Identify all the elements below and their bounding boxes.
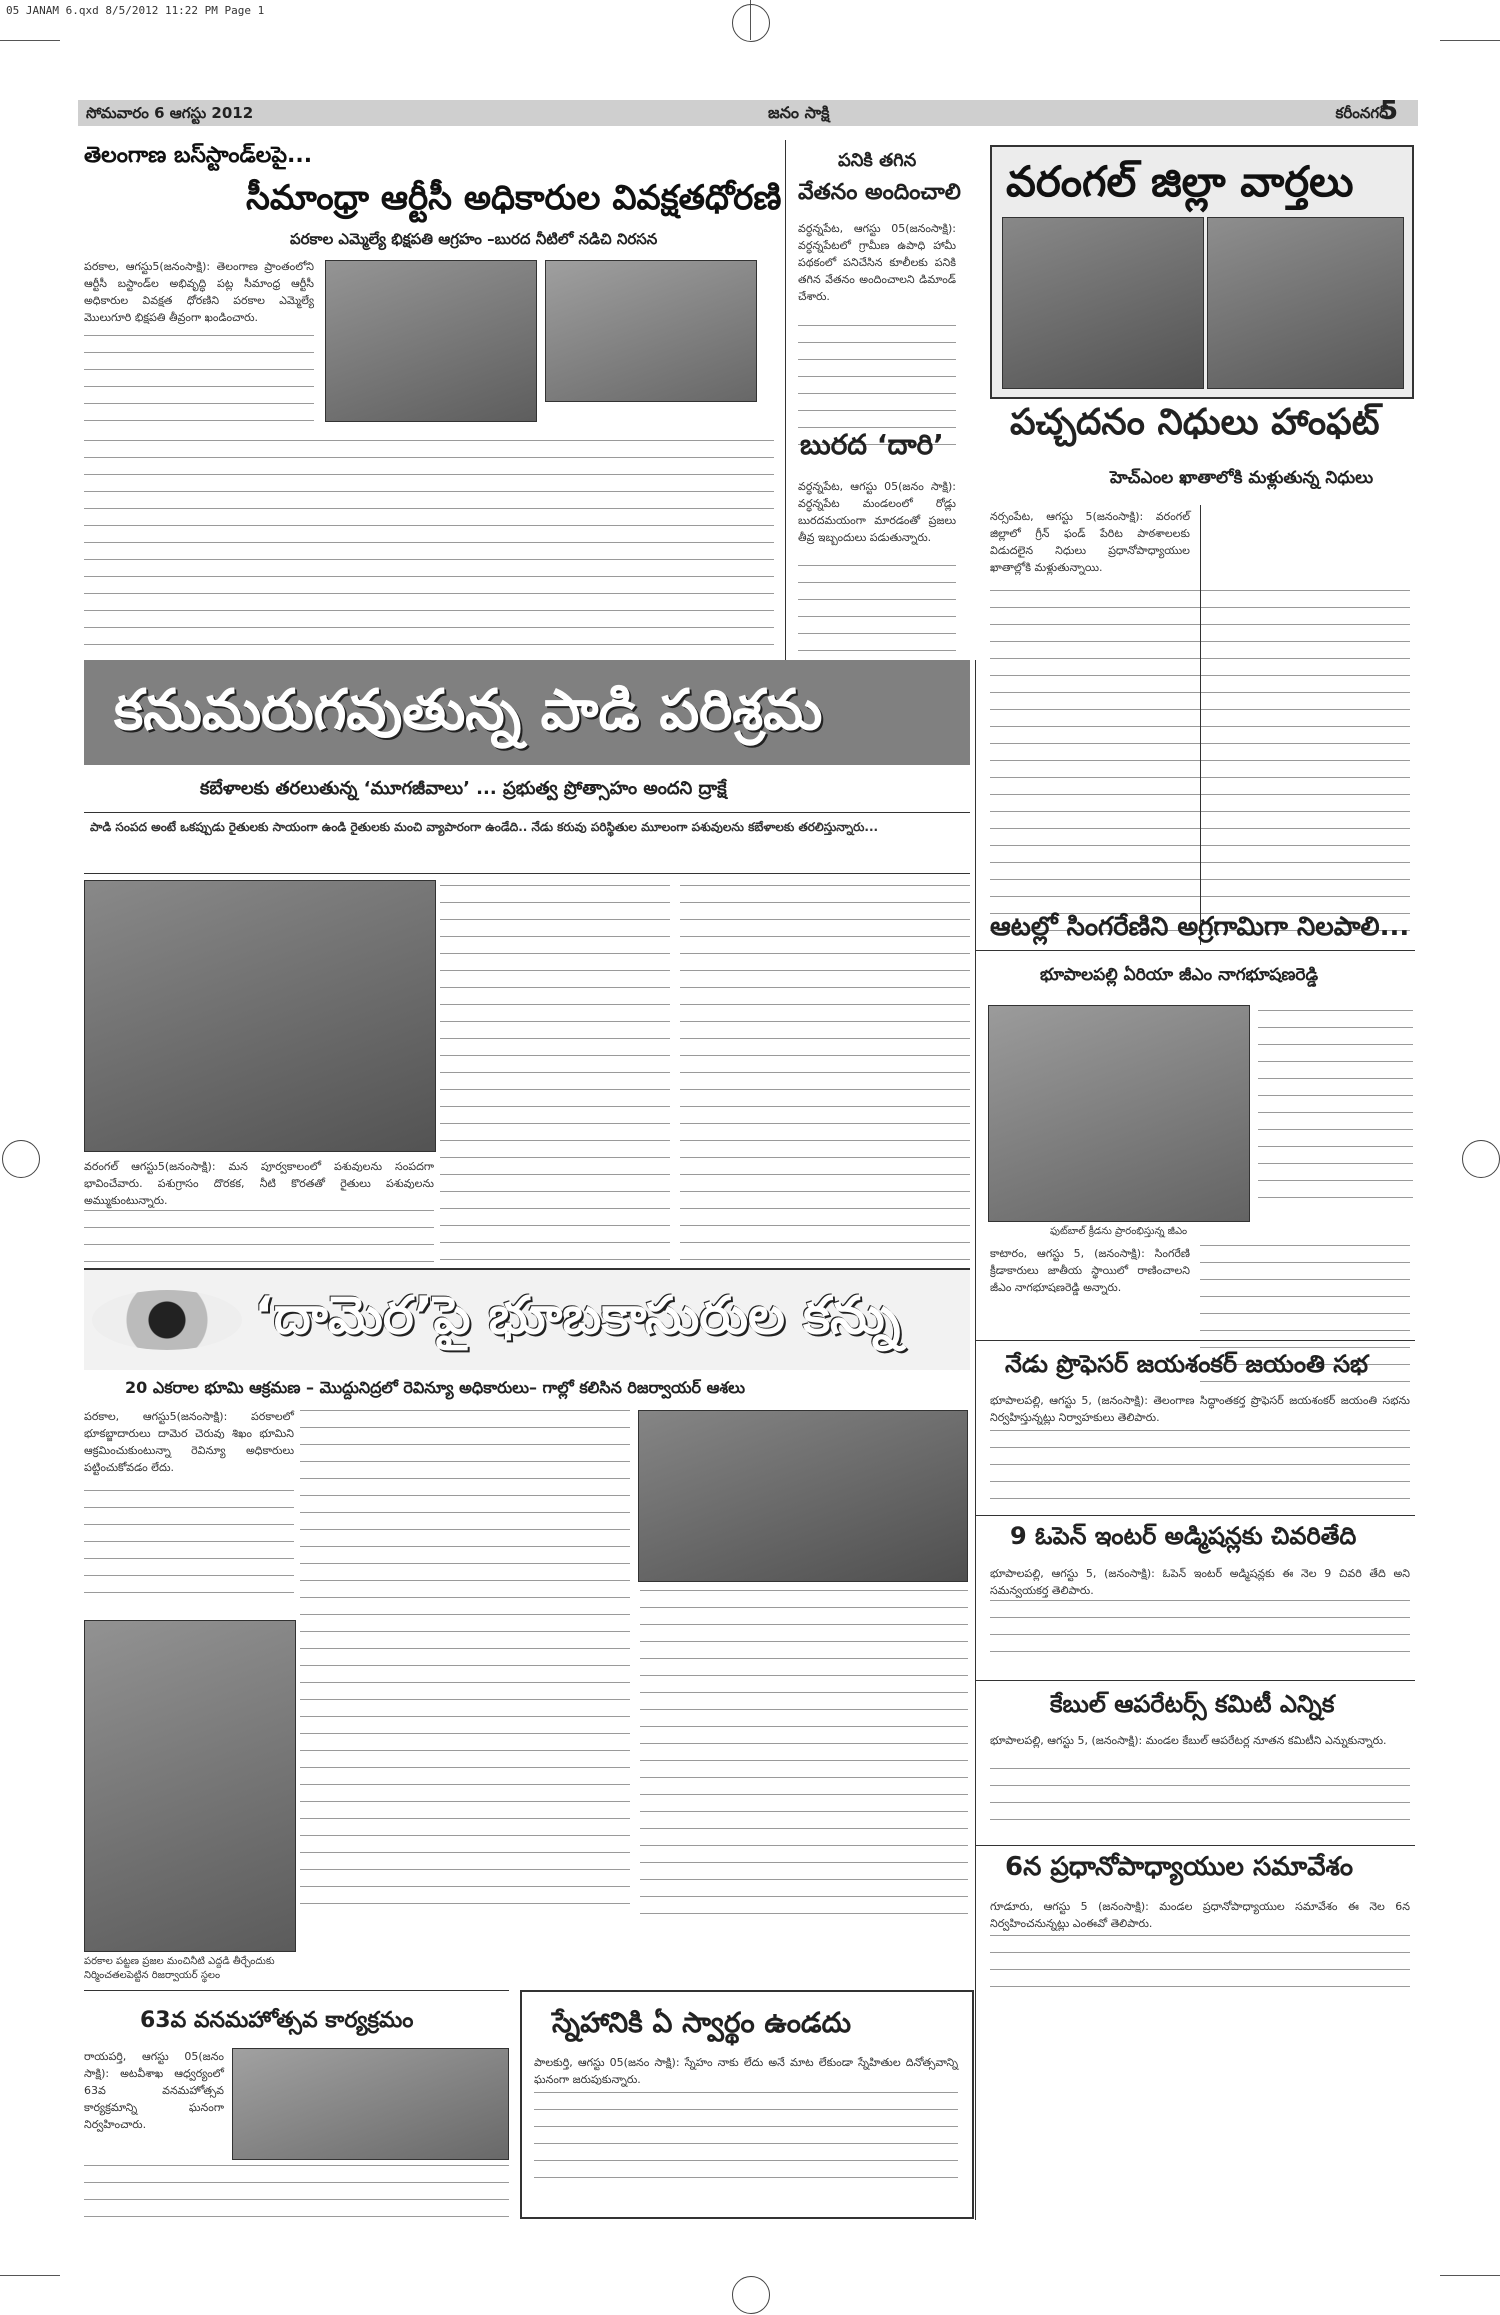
section-rule: [975, 950, 1415, 951]
article6-subhead: భూపాలపల్లి ఏరియా జీఎం నాగభూషణరెడ్డి: [1040, 965, 1319, 985]
article2-headline: వేతనం అందించాలి: [798, 180, 961, 205]
column-rule: [1200, 505, 1201, 945]
warangal-banner-title: వరంగల్ జిల్లా వార్తలు: [1006, 157, 1354, 206]
article7-photo-reservoir: [84, 1620, 296, 1952]
article10-lead: భూపాలపల్లి, ఆగస్టు 5, (జనంసాక్షి): మండల కేబుల్ ఆపరేటర్ల నూతన కమిటీని ఎన్నుకున్నారు.: [990, 1734, 1387, 1747]
crop-mark: [1440, 40, 1500, 41]
section-rule: [975, 1515, 1415, 1516]
article2-kicker: పనికి తగిన: [838, 150, 917, 171]
article1-headline: సీమాంధ్రా ఆర్టీసీ అధికారుల వివక్షతధోరణి: [246, 178, 782, 218]
article3-headline: బురద ‘దారి’: [800, 428, 944, 461]
article6-photo-football: [988, 1005, 1250, 1222]
crop-mark: [1440, 2275, 1500, 2276]
article11-lead: గూడూరు, ఆగస్టు 5 (జనంసాక్షి): మండల ప్రధానోపాధ్యాయుల సమావేశం ఈ నెల 6న నిర్వహించనున్నట్లు ఎంఈవో తెలిపారు.: [990, 1900, 1410, 1930]
article5-body-lines-col3: [680, 885, 970, 1276]
article7-body: [84, 1408, 294, 1476]
article7-lead: పరకాల, ఆగస్టు5(జనంసాక్షి): పరకాలలో భూకబ్జాదారులు దామెర చెరువు శిఖం భూమిని ఆక్రమించుకుంటున్నా రెవిన్యూ అధికారులు పట్టించుకోవడం లేదు.: [84, 1410, 294, 1474]
article6-body-lines-side: [1258, 1010, 1413, 1214]
section-rule: [975, 1680, 1415, 1681]
article6-lead: కాటారం, ఆగస్టు 5, (జనంసాక్షి): సింగరేణి క్రీడాకారులు జాతీయ స్థాయిలో రాణించాలని జీఎం నాగభూషణరెడ్డి అన్నారు.: [990, 1247, 1190, 1294]
article13-box: [520, 1990, 974, 2219]
article11-body: [990, 1898, 1410, 1932]
article8-body: [990, 1392, 1410, 1426]
crop-mark: [0, 40, 60, 41]
section-rule: [84, 1990, 509, 1991]
article5-intro-box: [84, 812, 970, 874]
article8-lead: భూపాలపల్లి, ఆగస్టు 5, (జనంసాక్షి): తెలంగాణ సిద్ధాంతకర్త ప్రొఫెసర్ జయశంకర్ జయంతి సభను నిర్వహిస్తున్నట్లు నిర్వాహకులు తెలిపారు.: [990, 1394, 1410, 1424]
article1-body-lines: [84, 335, 314, 437]
edition-location: కరీంనగర్: [1335, 104, 1388, 122]
registration-mark: [2, 1140, 40, 1178]
article8-body-lines: [990, 1430, 1410, 1515]
article11-headline: 6న ప్రధానోపాధ్యాయుల సమావేశం: [1005, 1852, 1354, 1882]
article4-subhead: హెచ్ఎంల ఖాతాలోకి మళ్లుతున్న నిధులు: [1110, 468, 1374, 488]
article7-headline-banner: [84, 1268, 970, 1370]
article7-body-lines-col2: [300, 1410, 630, 1920]
article7-subhead: 20 ఎకరాల భూమి ఆక్రమణ – మొద్దునిద్రలో రెవిన్యూ అధికారులు– గాల్లో కలిసిన రిజర్వాయర్ ఆశలు: [125, 1378, 746, 1397]
article9-body: [990, 1565, 1410, 1599]
article13-lead: పాలకుర్తి, ఆగస్టు 05(జనం సాక్షి): స్నేహం నాకు లేదు అనే మాట లేకుండా స్నేహితుల దినోత్సవాన్ని ఘనంగా జరుపుకున్నారు.: [534, 2056, 958, 2086]
article9-headline: 9 ఓపెన్ ఇంటర్ అడ్మిషన్లకు చివరితేది: [1010, 1522, 1357, 1550]
article10-body: [990, 1732, 1410, 1749]
article7-headline: ‘దామెర’పై భూబకాసురుల కన్ను: [254, 1286, 901, 1346]
article7-photo-land: [638, 1410, 968, 1582]
article1-kicker: తెలంగాణ బస్‌స్టాండ్‌లపై...: [84, 143, 313, 168]
article7-body-lines-col1: [84, 1490, 294, 1609]
article13-body-lines: [534, 2092, 958, 2194]
issue-date: సోమవారం 6 ఆగస్టు 2012: [86, 104, 254, 122]
crop-mark: [0, 2275, 60, 2276]
article7-caption: పరకాల పట్టణ ప్రజల మంచినీటి ఎద్దడి తీర్చేందుకు నిర్మించతలపెట్టిన రిజర్వాయర్ స్థలం: [84, 1956, 275, 1981]
article5-intro: పాడి సంపద అంటే ఒకప్పుడు రైతులకు సాయంగా ఉండి రైతులకు మంచి వ్యాపారంగా ఉండేది.. నేడు కరువు పరిస్థితుల మూలంగా పశువులను కబేళాలకు తరలిస్తున్నారు...: [90, 820, 879, 834]
article9-lead: భూపాలపల్లి, ఆగస్టు 5, (జనంసాక్షి): ఓపెన్ ఇంటర్ అడ్మిషన్లకు ఈ నెల 9 చివరి తేది అని సమన్వయకర్త తెలిపారు.: [990, 1567, 1410, 1597]
eye-graphic-icon: [92, 1290, 242, 1350]
section-rule: [975, 1340, 1415, 1341]
article4-headline: పచ్చదనం నిధులు హాంఫట్: [1010, 402, 1380, 443]
article5-body-lines-col2: [440, 885, 670, 1276]
article1-subhead: పరకాల ఎమ్మెల్యే భిక్షపతి ఆగ్రహం –బురద నీటిలో నడిచి నిరసన: [290, 230, 658, 248]
temple-photo: [1207, 217, 1404, 389]
article5-photo-cattle: [84, 880, 436, 1152]
article12-photo-plantation: [232, 2048, 509, 2160]
registration-mark: [732, 2276, 770, 2314]
article1-photo-mla: [325, 260, 537, 422]
article1-lead: పరకాల, ఆగస్టు5(జనంసాక్షి): తెలంగాణ ప్రాంతంలోని ఆర్టీసీ బస్టాండ్‌ల అభివృద్ధి పట్ల సీమాంధ్ర ఆర్టీసీ అధికారుల వివక్షత ధోరణిని పరకాల ఎమ్మెల్యే మొలుగూరి భిక్షపతి తీవ్రంగా ఖండించారు.: [84, 260, 314, 324]
article1-body-lines-lower: [84, 440, 774, 695]
page-number: 5: [1380, 96, 1399, 126]
article2-body: [798, 220, 956, 305]
masthead-logo: జనం సాక్షి: [768, 103, 830, 122]
article4-lead: నర్సంపేట, ఆగస్టు 5(జనంసాక్షి): వరంగల్ జిల్లాలో గ్రీన్ ఫండ్ పేరిట పాఠశాలలకు విడుదలైన నిధులు ప్రధానోపాధ్యాయుల ఖాతాల్లోకి మళ్లుతున్నాయి.: [990, 510, 1190, 574]
article5-headline-banner: [84, 660, 970, 765]
page-header: [78, 100, 1418, 126]
article2-lead: వర్ధన్నపేట, ఆగస్టు 05(జనంసాక్షి): వర్ధన్నపేటలో గ్రామీణ ఉపాధి హామీ పథకంలో పనిచేసిన కూలీలకు పనికి తగిన వేతనం అందించాలని డిమాండ్ చేశారు.: [798, 222, 956, 303]
article12-lead: రాయపర్తి, ఆగస్టు 05(జనం సాక్షి): అటవీశాఖ ఆధ్వర్యంలో 63వ వనమహోత్సవ కార్యక్రమాన్ని ఘనంగా నిర్వహించారు.: [84, 2050, 224, 2131]
article6-caption: ఫుట్‌బాల్ క్రీడను ప్రారంభిస్తున్న జీఎం: [1050, 1226, 1188, 1237]
warangal-district-banner: [990, 145, 1414, 399]
article7-body-lines-col3: [640, 1590, 968, 1930]
kakatiya-arch-photo: [1002, 217, 1204, 389]
article8-headline: నేడు ప్రొఫెసర్ జయశంకర్ జయంతి సభ: [1005, 1350, 1369, 1378]
registration-mark: [732, 4, 770, 42]
article3-body: [798, 478, 956, 546]
article5-subhead: కబేళాలకు తరలుతున్న ‘మూగజీవాలు’ ... ప్రభుత్వ ప్రోత్సాహం అందని ద్రాక్షే: [200, 778, 727, 799]
article13-body: [534, 2054, 958, 2088]
article12-headline: 63వ వనమహోత్సవ కార్యక్రమం: [140, 2008, 414, 2033]
article10-headline: కేబుల్ ఆపరేటర్స్ కమిటీ ఎన్నిక: [1050, 1690, 1335, 1718]
article5-lead: వరంగల్ ఆగస్టు5(జనంసాక్షి): మన పూర్వకాలంలో పశువులను సంపదగా భావించేవారు. పశుగ్రాసం దొరకక, నీటి కొరతతో రైతులు పశువులను అమ్ముకుంటున్నారు.: [84, 1160, 434, 1207]
article3-lead: వర్ధన్నపేట, ఆగస్టు 05(జనం సాక్షి): వర్ధన్నపేట మండలంలో రోడ్లు బురదమయంగా మారడంతో ప్రజలు తీవ్ర ఇబ్బందులు పడుతున్నారు.: [798, 480, 956, 544]
article5-body: [84, 1158, 434, 1209]
article11-body-lines: [990, 1935, 1410, 2003]
article10-body-lines: [990, 1768, 1410, 1836]
article9-body-lines: [990, 1600, 1410, 1668]
article1-photo-busstand: [545, 260, 757, 402]
section-rule: [975, 1845, 1415, 1846]
column-rule: [975, 660, 976, 2220]
article6-headline: ఆటల్లో సింగరేణిని అగ్రగామిగా నిలపాలి...: [990, 912, 1410, 942]
article1-body: [84, 258, 314, 326]
article12-body: [84, 2048, 224, 2133]
article4-body: [990, 508, 1190, 576]
article13-headline: స్నేహానికి ఏ స్వార్థం ఉండదు: [552, 2006, 852, 2039]
registration-mark: [1462, 1140, 1500, 1178]
article5-headline: కనుమరుగవుతున్న పాడి పరిశ్రమ: [114, 678, 823, 743]
column-rule: [785, 140, 786, 700]
printer-slug: 05 JANAM 6.qxd 8/5/2012 11:22 PM Page 1: [6, 4, 265, 17]
article6-body: [990, 1245, 1190, 1296]
article12-body-lines: [84, 2165, 509, 2233]
